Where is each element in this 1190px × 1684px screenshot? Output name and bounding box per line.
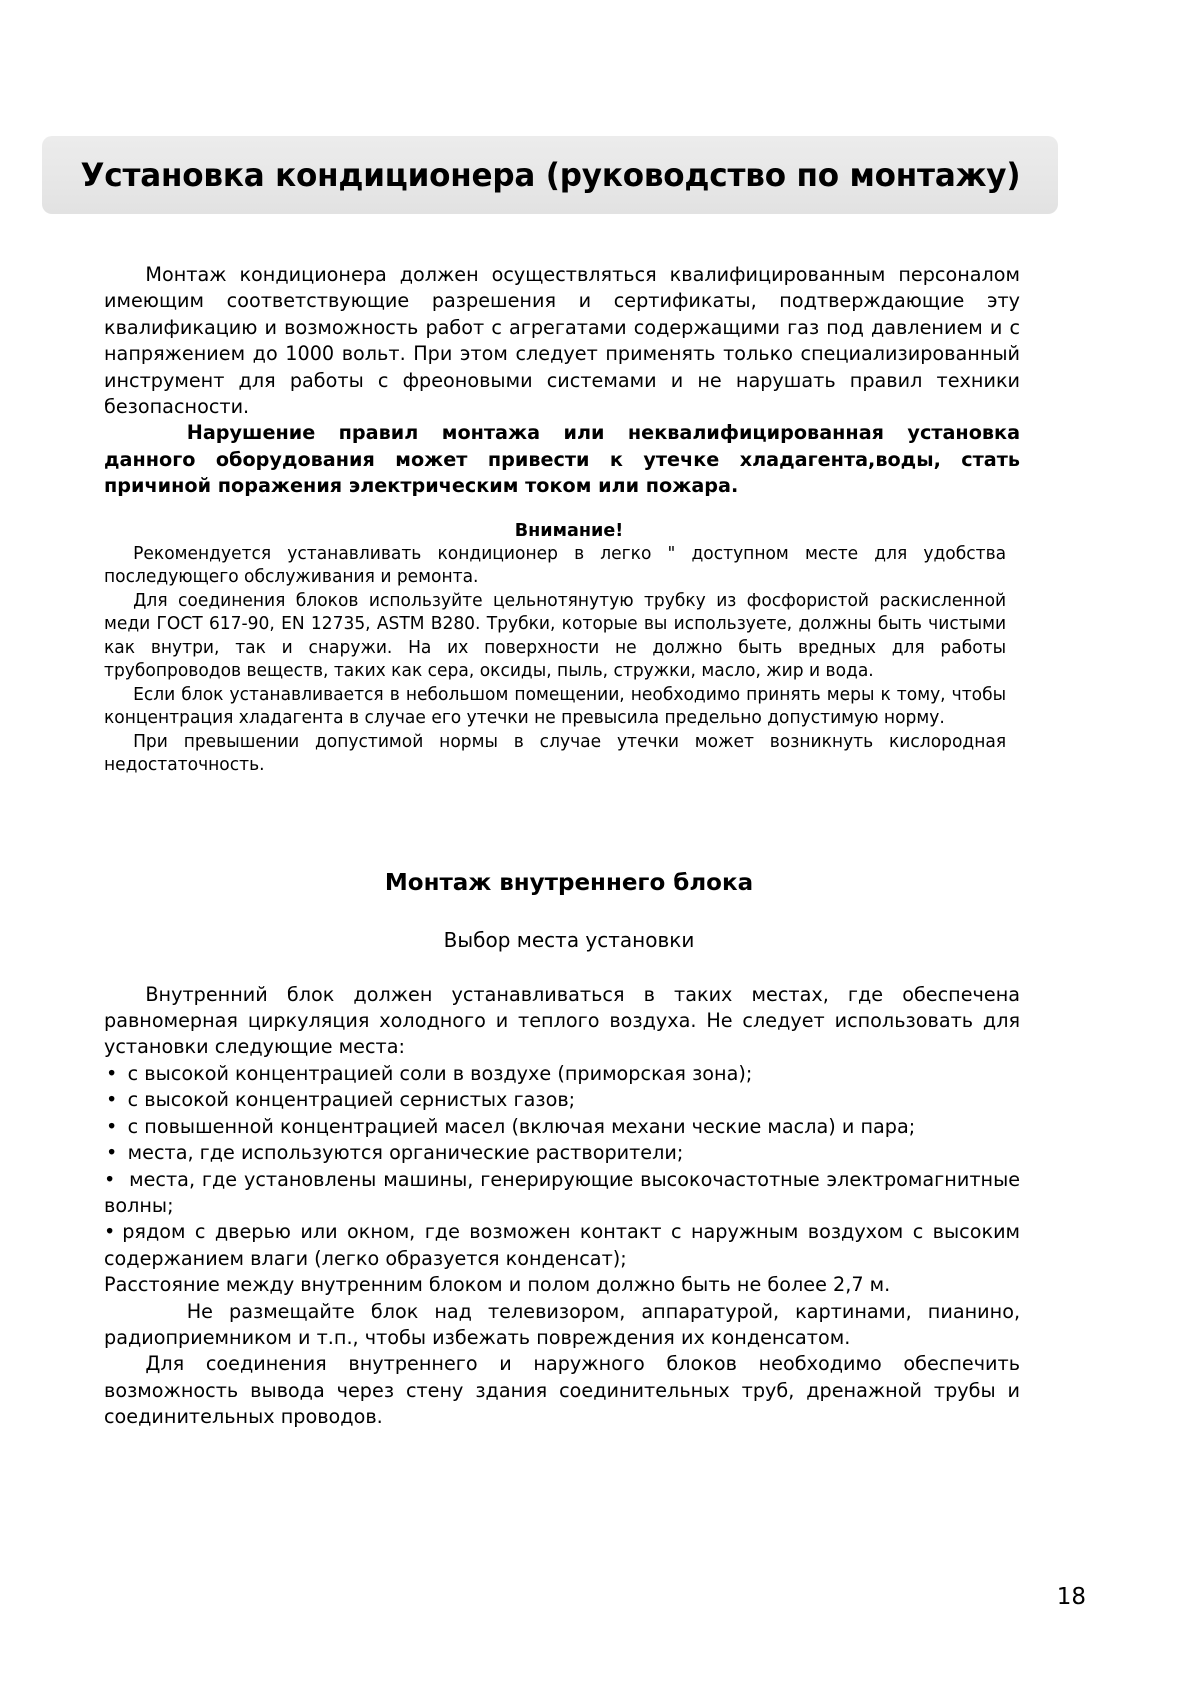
section-heading-indoor-unit: Монтаж внутреннего блока: [384, 869, 754, 896]
list-item-label: с высокой концентрацией сернистых газов;: [127, 1088, 576, 1112]
tv-placement-paragraph: Не размещайте блок над телевизором, аппаратурой, картинами, пианино, радиоприемником и т.п., чтобы избежать повреждения их конденсатом.: [104, 1299, 1021, 1349]
distance-paragraph: Расстояние между внутренним блоком и полом должно быть не более 2,7 м.: [104, 1273, 891, 1297]
list-item: [104, 1140, 1020, 1166]
intro-paragraph-1: Монтаж кондиционера должен осуществляться квалифицированным персоналом имеющим соответствующие разрешения и сертификаты, подтверждающие эту квалификацию и возможность работ с агрегатами содержащими газ под давлением и с напряжением до 1000 вольт. При этом следует применять только специализированный инструмент для работы с фреоновыми системами и не нарушать правил техники безопасности.: [104, 263, 1021, 419]
list-item: [104, 1114, 1020, 1140]
attention-paragraph-3: Если блок устанавливается в небольшом помещении, необходимо принять меры к тому, чтобы концентрация хладагента в случае его утечки не превысила предельно допустимую норму.: [104, 684, 1007, 729]
list-item: [104, 1167, 1020, 1220]
attention-block: [104, 543, 1006, 778]
location-restrictions-list: [104, 1061, 1034, 1272]
bullet-icon: •: [105, 1114, 118, 1138]
attention-paragraph-2: Для соединения блоков используйте цельнотянутую трубку из фосфористой раскисленной меди ГОСТ 617-90, EN 12735, ASTM B280. Трубки, которые вы используете, должны быть чистыми как внутри, так и снаружи. На их поверхности не должно быть вредных для работы трубопроводов веществ, таких как сера, оксиды, пыль, стружки, масло, жир и вода.: [104, 590, 1007, 682]
subheading-location-choice: Выбор места установки: [443, 927, 695, 952]
page-title: Установка кондиционера (руководство по монтажу): [80, 156, 1020, 194]
bullet-icon: •: [104, 1220, 116, 1244]
page-number: 18: [1056, 1584, 1086, 1610]
list-item-label: места, где установлены машины, генерирующие высокочастотные электромагнитные волны;: [104, 1167, 1021, 1217]
intro-paragraph-2-warning: Нарушение правил монтажа или неквалифицированная установка данного оборудования может привести к утечке хладагента,воды, стать причиной поражения электрическим током или пожара.: [104, 421, 1021, 498]
connection-paragraph: Для соединения внутреннего и наружного блоков необходимо обеспечить возможность вывода через стену здания соединительных труб, дренажной трубы и соединительных проводов.: [104, 1352, 1021, 1429]
list-item-label: с повышенной концентрацией масел (включая механи ческие масла) и пара;: [127, 1114, 916, 1138]
list-item-label: места, где используются органические растворители;: [127, 1141, 684, 1165]
attention-paragraph-4: При превышении допустимой нормы в случае утечки может возникнуть кислородная недостаточность.: [104, 731, 1007, 776]
page-title-banner: [42, 136, 1058, 214]
list-item: [104, 1061, 1020, 1087]
attention-paragraph-1: Рекомендуется устанавливать кондиционер в легко " доступном месте для удобства последующего обслуживания и ремонта.: [104, 543, 1007, 588]
bullet-icon: •: [105, 1061, 118, 1085]
bullet-icon: •: [105, 1088, 118, 1112]
document-body: [104, 262, 1034, 1431]
list-item: [104, 1087, 1020, 1113]
bullet-icon: •: [105, 1141, 118, 1165]
attention-heading: Внимание!: [514, 520, 624, 541]
list-item-label: рядом с дверью или окном, где возможен контакт с наружным воздухом с высоким содержанием влаги (легко образуется конденсат);: [104, 1220, 1021, 1270]
list-item-label: с высокой концентрацией соли в воздухе (приморская зона);: [127, 1061, 753, 1085]
bullet-icon: •: [104, 1167, 116, 1191]
indoor-unit-intro-paragraph: Внутренний блок должен устанавливаться в таких местах, где обеспечена равномерная циркуляция холодного и теплого воздуха. Не следует использовать для установки следующие места:: [104, 982, 1021, 1059]
list-item: [104, 1219, 1020, 1272]
